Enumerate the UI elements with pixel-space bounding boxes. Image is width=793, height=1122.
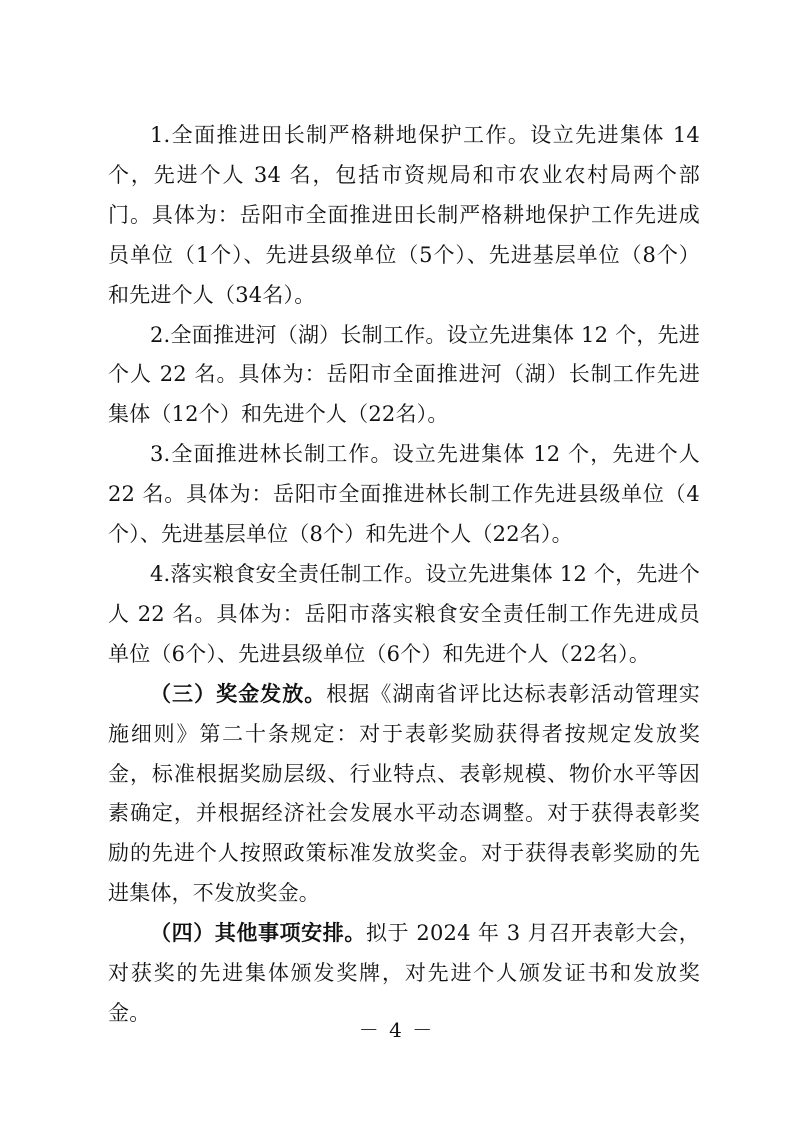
paragraph-hezhang: 2.全面推进河（湖）长制工作。设立先进集体 12 个，先进个人 22 名。具体为：岳阳市全面推进河（湖）长制工作先进集体（12个）和先进个人（22名）。 [108, 322, 700, 427]
paragraph-grain-security: 4.落实粮食安全责任制工作。设立先进集体 12 个，先进个人 22 名。具体为：岳阳市落实粮食安全责任制工作先进成员单位（6个）、先进县级单位（6个）和先进个人（22名）。 [108, 561, 700, 666]
paragraph-linzhang: 3.全面推进林长制工作。设立先进集体 12 个，先进个人 22 名。具体为：岳阳市全面推进林长制工作先进县级单位（4个）、先进基层单位（8个）和先进个人（22名）。 [108, 442, 700, 547]
paragraph-bonus-distribution [108, 675, 700, 914]
document-body [108, 116, 700, 1034]
section-heading-other: （四）其他事项安排。 [150, 921, 366, 946]
section-heading-bonus: （三）奖金发放。 [150, 681, 327, 706]
paragraph-tianzhang: 1.全面推进田长制严格耕地保护工作。设立先进集体 14 个，先进个人 34 名，包括市资规局和市农业农村局两个部门。具体为：岳阳市全面推进田长制严格耕地保护工作先进成员单位（1个）、先进县级单位（5个）、先进基层单位（8个）和先进个人（34名）。 [108, 123, 700, 307]
section-text-bonus: 根据《湖南省评比达标表彰活动管理实施细则》第二十条规定：对于表彰奖励获得者按规定发放奖金，标准根据奖励层级、行业特点、表彰规模、物价水平等因素确定，并根据经济社会发展水平动态调整。对于获得表彰奖励的先进个人按照政策标准发放奖金。对于获得表彰奖励的先进集体，不发放奖金。 [108, 681, 700, 906]
page-number: － 4 － [358, 1018, 435, 1042]
section-text-other: 拟于 2024 年 3 月召开表彰大会，对获奖的先进集体颁发奖牌，对先进个人颁发证书和发放奖金。 [108, 921, 700, 1025]
